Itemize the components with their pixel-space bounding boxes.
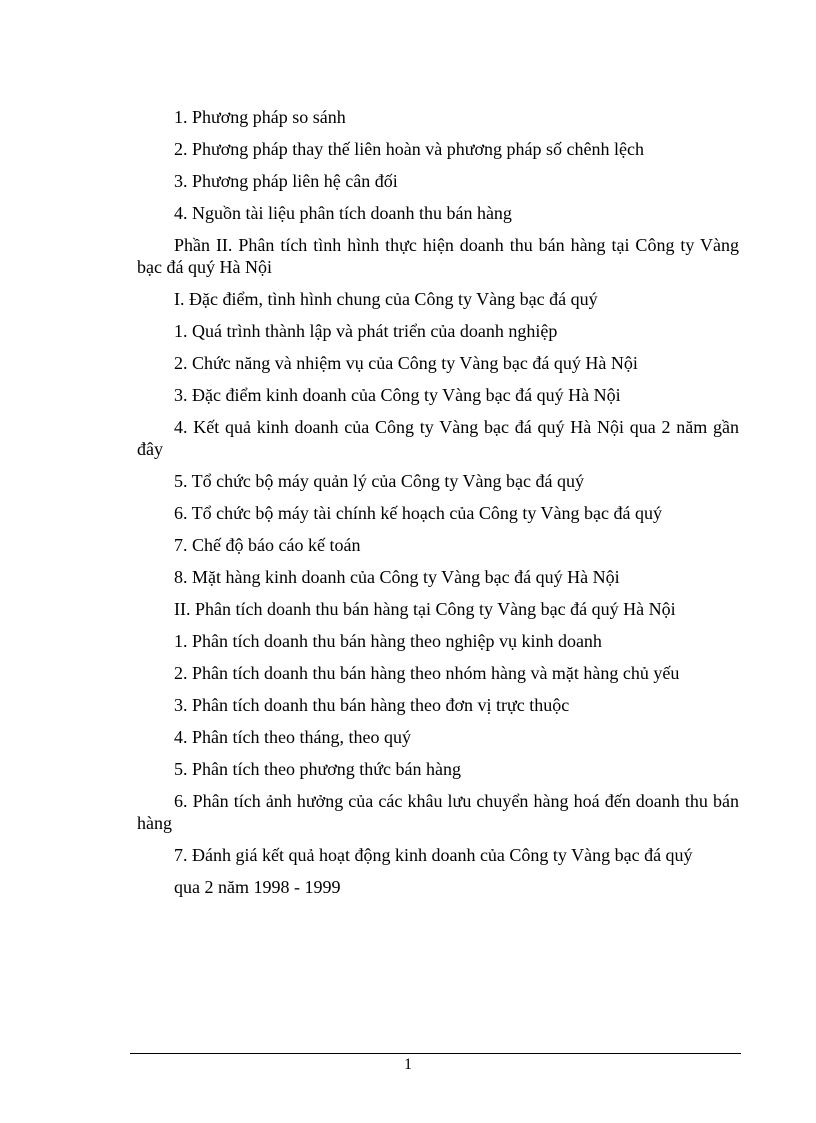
toc-line: II. Phân tích doanh thu bán hàng tại Công ty Vàng bạc đá quý Hà Nội	[174, 599, 676, 619]
toc-line: 6. Phân tích ảnh hưởng của các khâu lưu chuyển hàng hoá đến doanh thu bán hàng	[137, 791, 739, 833]
toc-line: 4. Nguồn tài liệu phân tích doanh thu bán hàng	[174, 203, 512, 223]
toc-line: 7. Đánh giá kết quả hoạt động kinh doanh của Công ty Vàng bạc đá quý	[174, 845, 693, 865]
toc-line: 1. Phân tích doanh thu bán hàng theo nghiệp vụ kinh doanh	[174, 631, 602, 651]
footer-divider	[130, 1053, 741, 1054]
toc-line: 2. Phương pháp thay thế liên hoàn và phương pháp số chênh lệch	[174, 139, 644, 159]
toc-line: 8. Mặt hàng kinh doanh của Công ty Vàng bạc đá quý Hà Nội	[174, 567, 620, 587]
toc-line: 4. Kết quả kinh doanh của Công ty Vàng bạc đá quý Hà Nội qua 2 năm gần đây	[137, 417, 739, 459]
toc-line: 2. Chức năng và nhiệm vụ của Công ty Vàng bạc đá quý Hà Nội	[174, 353, 638, 373]
toc-line: 3. Phân tích doanh thu bán hàng theo đơn vị trực thuộc	[174, 695, 570, 715]
toc-line: 1. Phương pháp so sánh	[174, 107, 346, 127]
toc-line: 7. Chế độ báo cáo kế toán	[174, 535, 361, 555]
toc-line: 1. Quá trình thành lập và phát triển của doanh nghiệp	[174, 321, 558, 341]
toc-line: 3. Đặc điểm kinh doanh của Công ty Vàng bạc đá quý Hà Nội	[174, 385, 621, 405]
toc-line: 2. Phân tích doanh thu bán hàng theo nhóm hàng và mặt hàng chủ yếu	[174, 663, 680, 683]
table-of-contents	[137, 106, 739, 908]
page-number: 1	[404, 1056, 412, 1073]
toc-section-heading: Phần II. Phân tích tình hình thực hiện doanh thu bán hàng tại Công ty Vàng bạc đá quý Hà Nội	[137, 235, 739, 277]
toc-line: 5. Tổ chức bộ máy quản lý của Công ty Vàng bạc đá quý	[174, 471, 585, 491]
toc-line: I. Đặc điểm, tình hình chung của Công ty Vàng bạc đá quý	[174, 289, 598, 309]
toc-line: 6. Tổ chức bộ máy tài chính kế hoạch của Công ty Vàng bạc đá quý	[174, 503, 662, 523]
toc-line: 3. Phương pháp liên hệ cân đối	[174, 171, 398, 191]
toc-line: 4. Phân tích theo tháng, theo quý	[174, 727, 411, 747]
toc-line: 5. Phân tích theo phương thức bán hàng	[174, 759, 461, 779]
toc-line: qua 2 năm 1998 - 1999	[174, 877, 341, 897]
